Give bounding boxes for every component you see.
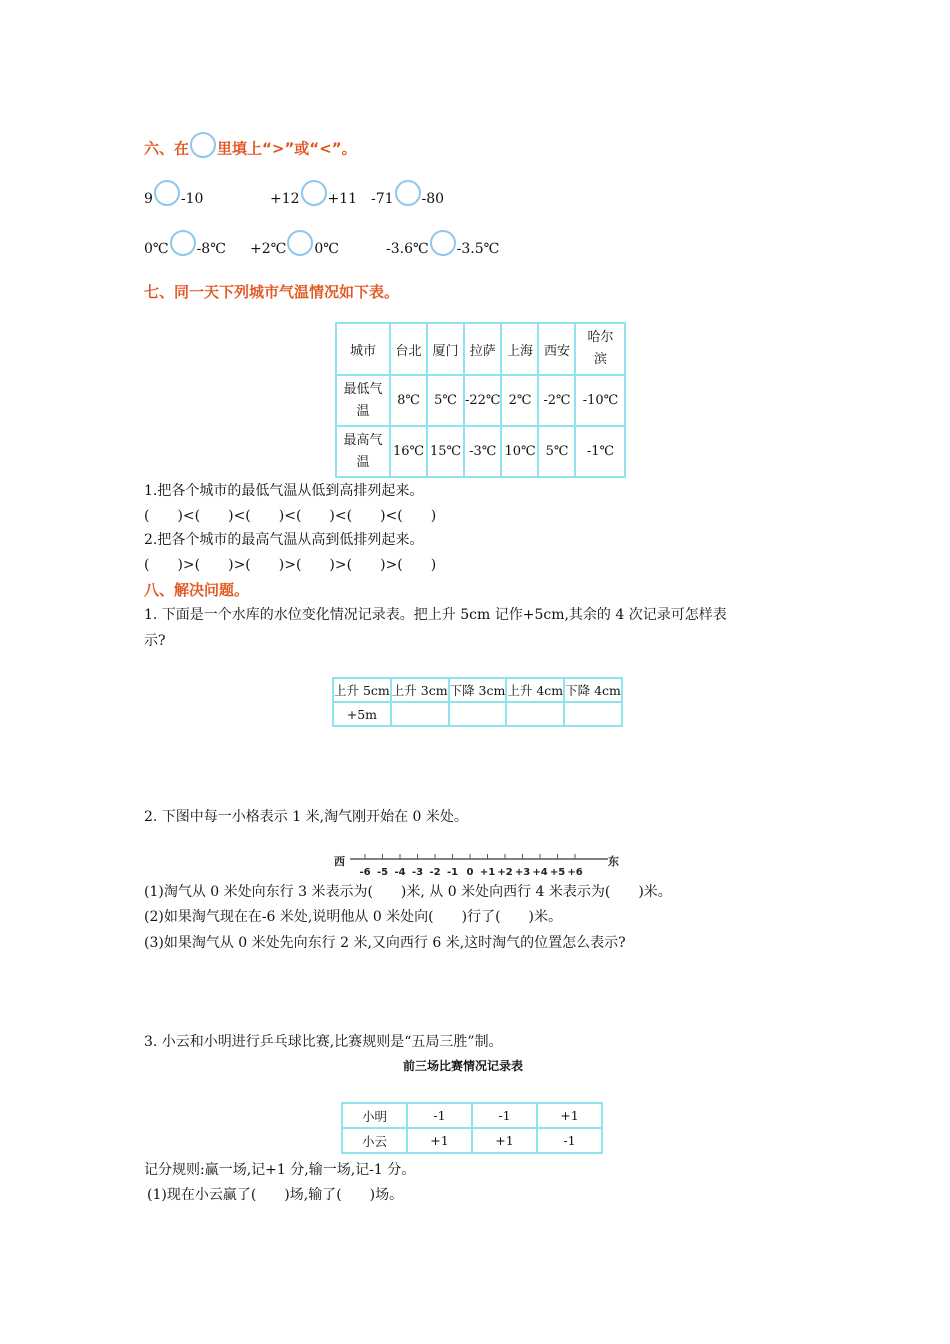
table-header-row	[333, 678, 622, 702]
number-line-tick-label: +6	[567, 867, 583, 878]
number-line	[330, 848, 620, 880]
table-cell: -1	[472, 1103, 537, 1128]
table-cell: 上升 4cm	[506, 678, 564, 702]
problem-3-rule: 记分规则:赢一场,记+1 分,输一场,记-1 分。	[144, 1162, 416, 1178]
table-cell: 5℃	[427, 375, 464, 426]
number-line-tick-label: +2	[497, 867, 513, 878]
problem-1-line-1: 1. 下面是一个水库的水位变化情况记录表。把上升 5cm 记作+5cm,其余的 4 次记录可怎样表	[144, 607, 727, 623]
question-7-2: 2.把各个城市的最高气温从高到低排列起来。	[144, 532, 424, 548]
number-line-tick-label: -3	[411, 867, 424, 878]
answer-circle[interactable]	[170, 230, 196, 256]
compare-right: -8℃	[196, 241, 226, 257]
answer-circle[interactable]	[301, 180, 327, 206]
compare-left: -3.6℃	[386, 241, 429, 257]
table-cell: +1	[472, 1128, 537, 1153]
temperature-table	[335, 322, 626, 478]
number-line-tick-label: -2	[429, 867, 441, 878]
west-label: 西	[334, 855, 345, 868]
table-cell: +1	[537, 1103, 602, 1128]
compare-left: +2℃	[250, 241, 287, 257]
compare-row-1-b	[270, 186, 357, 212]
table-cell: 5℃	[538, 426, 575, 477]
answer-cell[interactable]	[564, 702, 622, 726]
table-cell: 小明	[342, 1103, 407, 1128]
water-level-table	[332, 677, 623, 727]
table-cell: -10℃	[575, 375, 625, 426]
table-cell: 16℃	[390, 426, 427, 477]
table-cell: +1	[407, 1128, 472, 1153]
table-cell: 哈尔滨	[575, 323, 625, 375]
compare-left: +12	[270, 191, 300, 207]
table-cell: 10℃	[501, 426, 538, 477]
number-line-tick-label: +1	[479, 867, 496, 878]
answer-circle[interactable]	[395, 180, 421, 206]
table-cell: +5m	[333, 702, 391, 726]
compare-left: -71	[371, 191, 394, 207]
compare-row-2	[144, 236, 226, 262]
problem-2-intro: 2. 下图中每一小格表示 1 米,淘气刚开始在 0 米处。	[144, 809, 468, 825]
number-line-tick-label: -5	[376, 867, 389, 878]
answer-circle[interactable]	[287, 230, 313, 256]
table-row	[342, 1103, 602, 1128]
table-cell: 台北	[390, 323, 427, 375]
compare-right: -10	[180, 191, 204, 207]
table-cell: 小云	[342, 1128, 407, 1153]
table-cell: 下降 4cm	[564, 678, 622, 702]
compare-right: 0℃	[314, 241, 339, 257]
problem-3-intro: 3. 小云和小明进行乒乓球比赛,比赛规则是“五局三胜”制。	[144, 1034, 503, 1050]
table-cell: 15℃	[427, 426, 464, 477]
number-line-tick-label: -4	[394, 867, 406, 878]
table-row	[342, 1128, 602, 1153]
table-row	[336, 375, 625, 426]
table-cell: -1	[407, 1103, 472, 1128]
table-cell: 上升 5cm	[333, 678, 391, 702]
table-cell: -2℃	[538, 375, 575, 426]
number-line-tick-label: -6	[359, 867, 371, 878]
problem-2-question-1: (1)淘气从 0 米处向东行 3 米表示为( )米, 从 0 米处向西行 4 米表示为( )米。	[144, 884, 672, 900]
table-cell: -1	[537, 1128, 602, 1153]
compare-circle-icon	[190, 132, 216, 158]
table-cell: 2℃	[501, 375, 538, 426]
section-8-title: 八、解决问题。	[144, 581, 250, 599]
problem-1-line-2: 示?	[144, 633, 166, 649]
compare-right: +11	[327, 191, 358, 207]
section-6-title-suffix: 里填上“>”或“<”。	[217, 139, 357, 158]
problem-3-caption: 前三场比赛情况记录表	[403, 1059, 524, 1073]
compare-row-1-c	[371, 186, 444, 212]
table-cell: 最低气温	[336, 375, 390, 426]
compare-row-1	[144, 186, 203, 212]
problem-3-question-1: (1)现在小云赢了( )场,输了( )场。	[147, 1187, 404, 1203]
answer-cell[interactable]	[506, 702, 564, 726]
question-7-1: 1.把各个城市的最低气温从低到高排列起来。	[144, 483, 424, 499]
number-line-tick-label: +3	[514, 867, 531, 878]
table-cell: 西安	[538, 323, 575, 375]
answer-cell[interactable]	[449, 702, 507, 726]
compare-row-2-c	[386, 236, 499, 262]
match-record-table	[341, 1102, 603, 1154]
compare-left: 0℃	[144, 241, 169, 257]
problem-2-question-3: (3)如果淘气从 0 米处先向东行 2 米,又向西行 6 米,这时淘气的位置怎么表示?	[144, 935, 626, 951]
answer-cell[interactable]	[391, 702, 449, 726]
section-7-title: 七、同一天下列城市气温情况如下表。	[144, 283, 400, 301]
table-cell: 上海	[501, 323, 538, 375]
table-cell: 厦门	[427, 323, 464, 375]
compare-right: -80	[421, 191, 445, 207]
section-6-title	[144, 136, 357, 162]
number-line-ticks	[359, 854, 582, 878]
table-cell: 8℃	[390, 375, 427, 426]
number-line-tick-label: +4	[532, 867, 548, 878]
number-line-tick-label: 0	[466, 867, 474, 878]
compare-row-2-b	[250, 236, 339, 262]
number-line-tick-label: +5	[549, 867, 566, 878]
east-label: 东	[608, 855, 619, 868]
table-cell: -3℃	[464, 426, 501, 477]
answer-blanks-7-2[interactable]: ( )>( )>( )>( )>( )>( )	[144, 557, 437, 573]
table-cell: 上升 3cm	[391, 678, 449, 702]
table-cell: -1℃	[575, 426, 625, 477]
compare-left: 9	[144, 191, 153, 207]
table-cell: 最高气温	[336, 426, 390, 477]
table-cell: 城市	[336, 323, 390, 375]
section-6-title-prefix: 六、在	[144, 139, 190, 158]
table-header-row	[336, 323, 625, 375]
table-cell: 下降 3cm	[449, 678, 507, 702]
number-line-tick-label: -1	[446, 867, 459, 878]
answer-circle[interactable]	[154, 180, 180, 206]
table-row	[336, 426, 625, 477]
table-cell: 拉萨	[464, 323, 501, 375]
table-cell: -22℃	[464, 375, 501, 426]
table-row	[333, 702, 622, 726]
answer-blanks-7-1[interactable]: ( )<( )<( )<( )<( )<( )	[144, 508, 437, 524]
answer-circle[interactable]	[430, 230, 456, 256]
compare-right: -3.5℃	[456, 241, 500, 257]
problem-2-question-2: (2)如果淘气现在在-6 米处,说明他从 0 米处向( )行了( )米。	[144, 909, 563, 925]
